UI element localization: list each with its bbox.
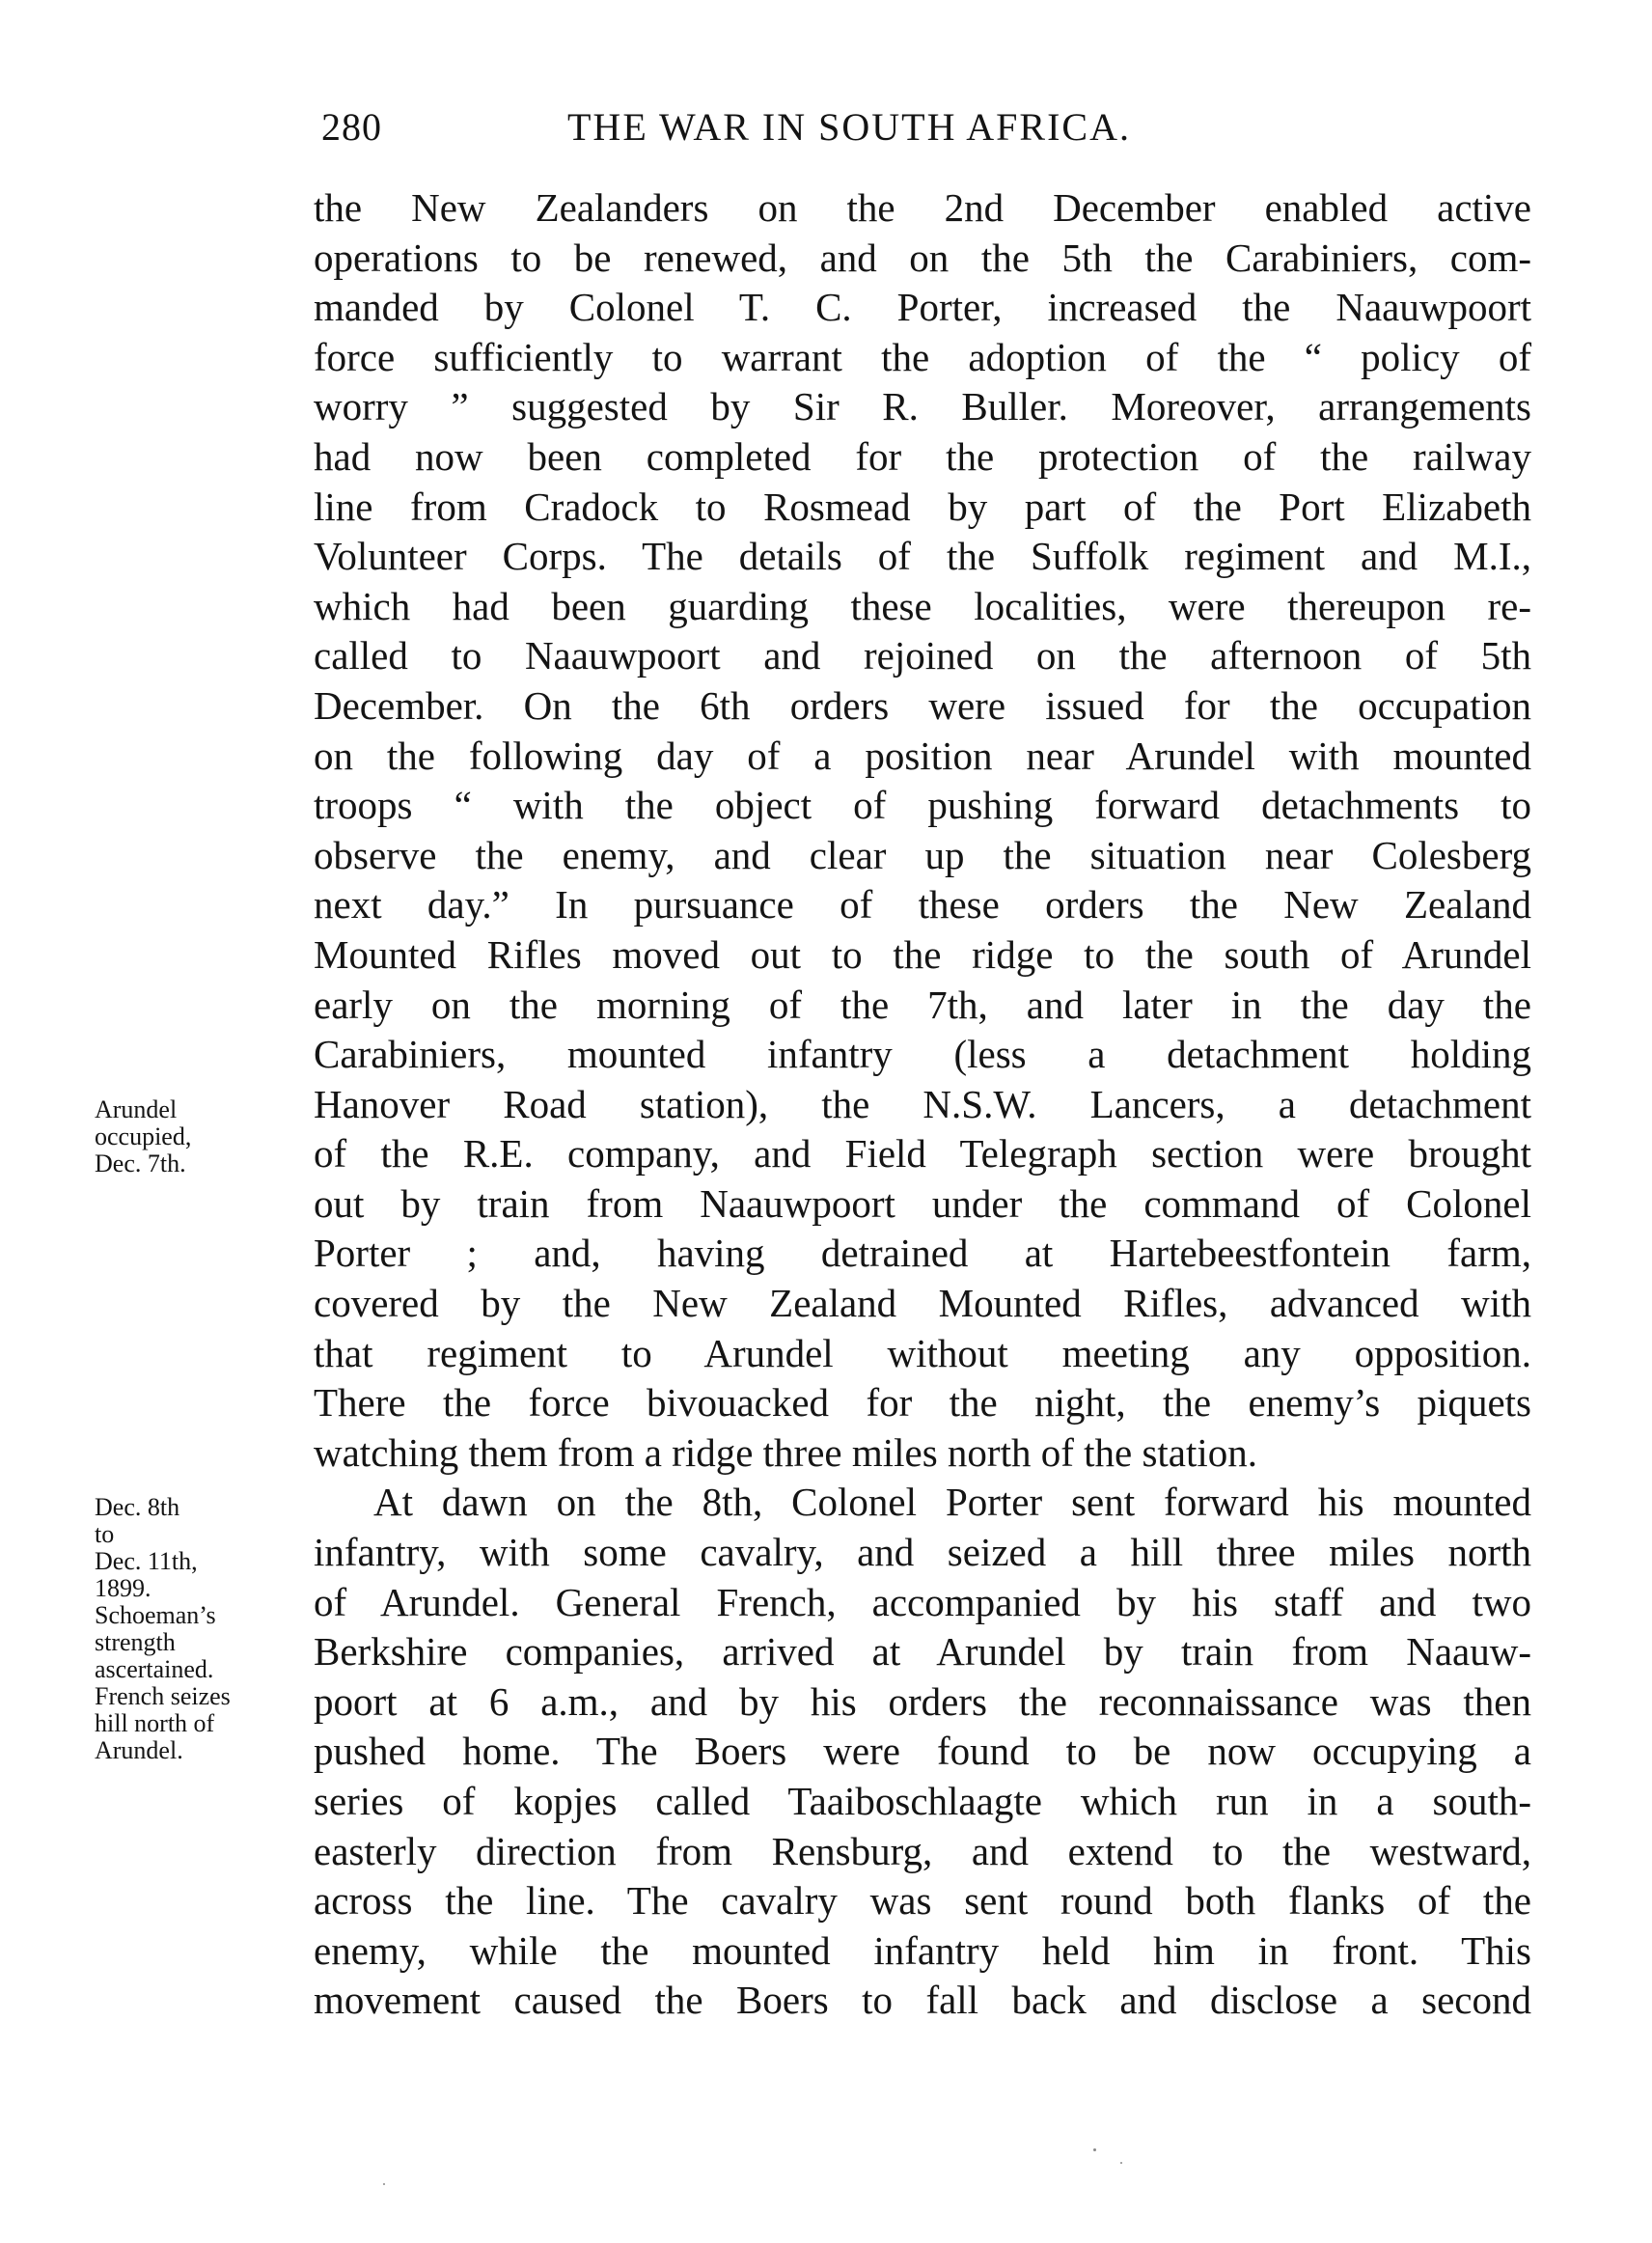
margin-note-line: strength [95, 1628, 176, 1656]
text-line: which had been guarding these localities, were thereupon re- [314, 583, 1531, 628]
page-number: 280 [321, 105, 382, 149]
scan-speck [1120, 2162, 1122, 2164]
margin-note-line: Dec. 8th [95, 1493, 180, 1521]
text-line: pushed home. The Boers were found to be now occupying a [314, 1729, 1531, 1774]
text-line: next day.” In pursuance of these orders the New Zealand [314, 882, 1531, 928]
text-line: poort at 6 a.m., and by his orders the reconnaissance was then [314, 1678, 1531, 1724]
scan-speck [383, 2183, 385, 2185]
text-line: series of kopjes called Taaiboschlaagte which run in a south- [314, 1779, 1531, 1823]
margin-note-line: hill north of [95, 1709, 215, 1737]
margin-note-arundel-occupied [95, 1096, 191, 1177]
page-header [314, 104, 1529, 152]
text-line: worry ” suggested by Sir R. Buller. Moreover, arrangements [314, 384, 1531, 429]
margin-note-line: ascertained. [95, 1655, 214, 1683]
text-line: operations to be renewed, and on the 5th the Carabiniers, com- [314, 235, 1531, 280]
margin-note-line: 1899. [95, 1574, 151, 1602]
text-line: covered by the New Zealand Mounted Rifles, advanced with [314, 1281, 1531, 1326]
margin-note-line: occupied, [95, 1122, 192, 1150]
margin-note-line: Arundel. [95, 1736, 183, 1764]
text-line: Volunteer Corps. The details of the Suffolk regiment and M.I., [314, 534, 1531, 579]
text-line: enemy, while the mounted infantry held him in front. This [314, 1927, 1531, 1973]
margin-note-line: Schoeman’s [95, 1601, 216, 1629]
text-line: of the R.E. company, and Field Telegraph section were brought [314, 1131, 1531, 1177]
running-title: THE WAR IN SOUTH AFRICA. [567, 105, 1131, 149]
text-line: that regiment to Arundel without meeting any opposition. [314, 1330, 1531, 1375]
text-line: force sufficiently to warrant the adoption of the “ policy of [314, 334, 1531, 379]
text-line: of Arundel. General French, accompanied by his staff and two [314, 1579, 1531, 1624]
text-line: There the force bivouacked for the night, the enemy’s piquets [314, 1380, 1531, 1426]
text-line: across the line. The cavalry was sent round both flanks of the [314, 1878, 1531, 1924]
text-line: At dawn on the 8th, Colonel Porter sent forward his mounted [373, 1480, 1531, 1525]
text-line: Berkshire companies, arrived at Arundel by train from Naauw- [314, 1629, 1531, 1675]
text-line: December. On the 6th orders were issued for the occupation [314, 682, 1531, 728]
text-line: Mounted Rifles moved out to the ridge to the south of Arundel [314, 931, 1531, 977]
text-line: troops “ with the object of pushing forward detachments to [314, 783, 1531, 828]
text-line: the New Zealanders on the 2nd December enabled active [314, 185, 1531, 230]
text-line: called to Naauwpoort and rejoined on the afternoon of 5th [314, 633, 1531, 678]
text-line: watching them from a ridge three miles north of the station. [314, 1429, 1258, 1475]
text-line: manded by Colonel T. C. Porter, increased the Naauwpoort [314, 285, 1531, 330]
text-line: line from Cradock to Rosmead by part of the Port Elizabeth [314, 484, 1531, 529]
margin-note-line: to [95, 1520, 115, 1548]
margin-note-dec-8-to-11 [95, 1494, 231, 1764]
text-line: observe the enemy, and clear up the situation near Colesberg [314, 832, 1531, 877]
margin-note-line: Dec. 7th. [95, 1149, 186, 1177]
scan-speck [1093, 2148, 1096, 2151]
text-line: had now been completed for the protection of the railway [314, 433, 1531, 479]
margin-note-line: Arundel [95, 1095, 178, 1123]
text-line: easterly direction from Rensburg, and extend to the westward, [314, 1828, 1531, 1873]
text-line: Porter ; and, having detrained at Hartebeestfontein farm, [314, 1231, 1531, 1276]
text-line: out by train from Naauwpoort under the command of Colonel [314, 1180, 1531, 1226]
text-line: on the following day of a position near Arundel with mounted [314, 733, 1531, 778]
body-text [314, 183, 1531, 2026]
text-line: Carabiniers, mounted infantry (less a detachment holding [314, 1032, 1531, 1077]
margin-note-line: French seizes [95, 1682, 231, 1710]
text-line: movement caused the Boers to fall back and disclose a second [314, 1978, 1531, 2023]
text-line: infantry, with some cavalry, and seized a hill three miles north [314, 1530, 1531, 1575]
margin-note-line: Dec. 11th, [95, 1547, 198, 1575]
text-line: early on the morning of the 7th, and later in the day the [314, 982, 1531, 1027]
text-line: Hanover Road station), the N.S.W. Lancers, a detachment [314, 1081, 1531, 1126]
